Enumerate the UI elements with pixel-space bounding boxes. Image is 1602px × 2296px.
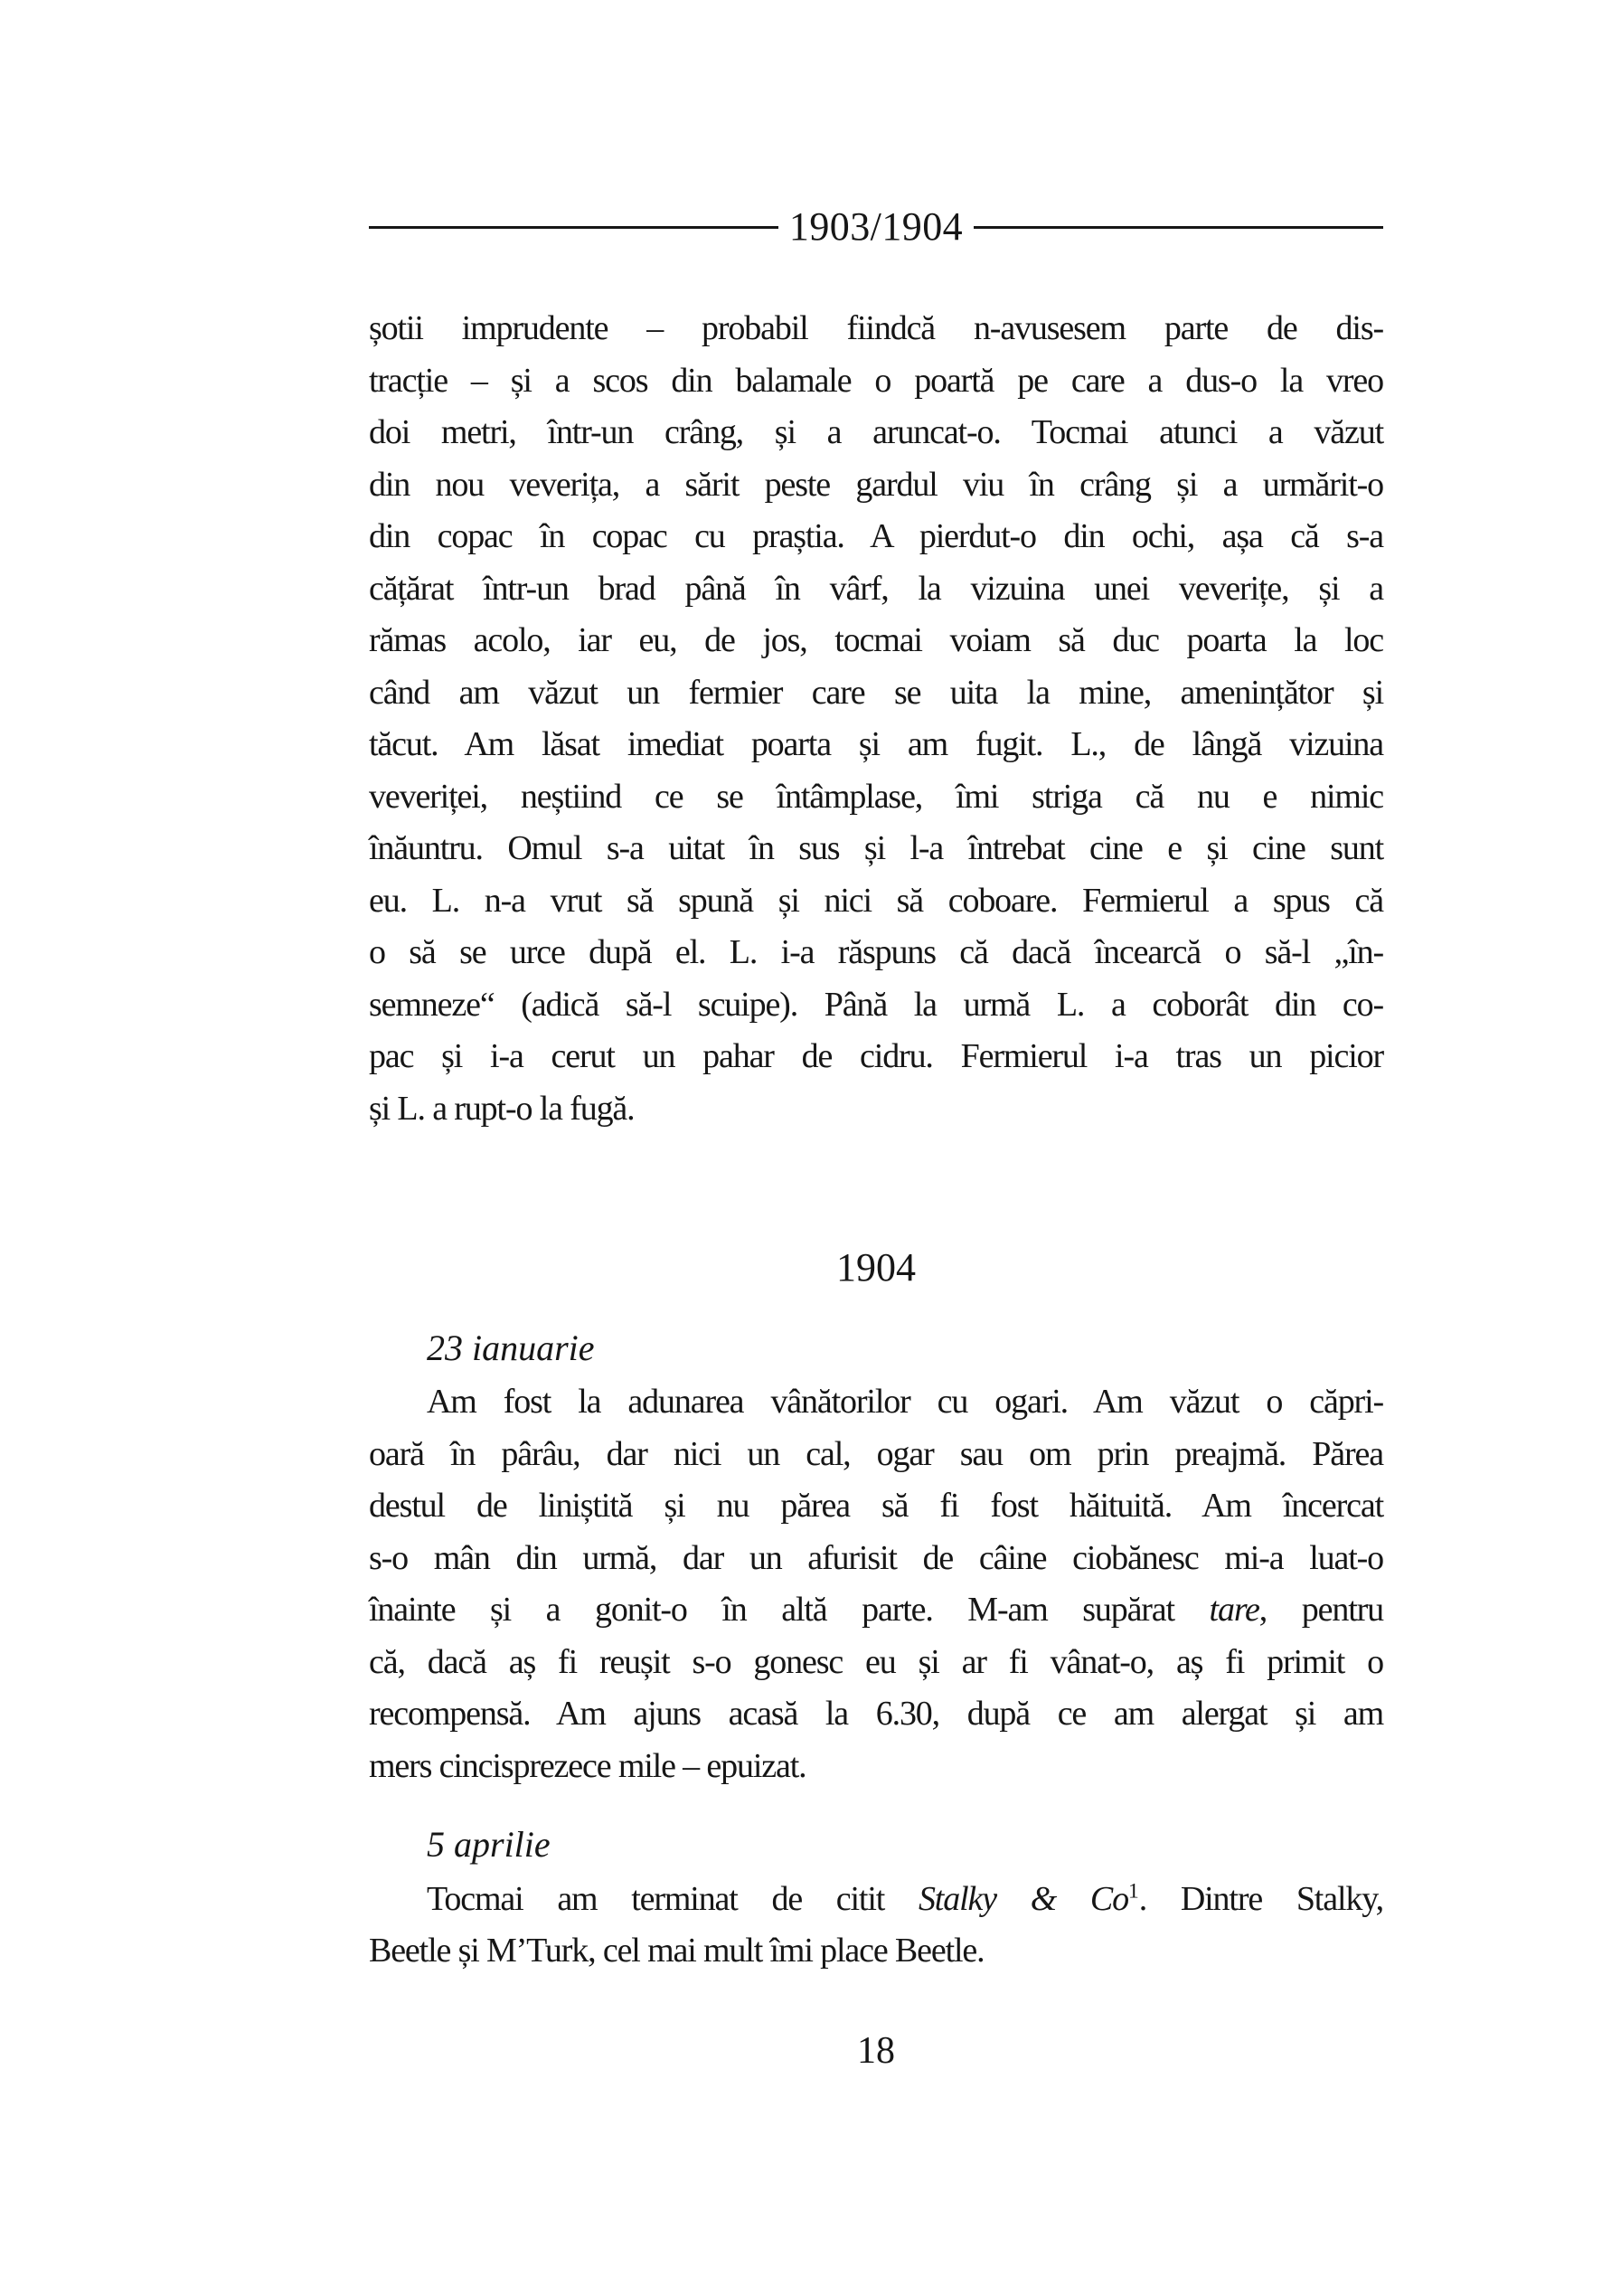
diary-paragraph-continuation [369, 303, 1383, 1135]
diary-entry-april-paragraph [369, 1874, 1383, 1978]
running-head-rule-left [369, 226, 778, 229]
text-line: când am văzut un fermier care se uita la mine, amenințător și [369, 673, 1383, 712]
entry-date-january: 23 ianuarie [427, 1327, 595, 1368]
text-line: din nou veverița, a sărit peste gardul viu în crâng și a urmărit-o [369, 465, 1383, 504]
text-line: tăcut. Am lăsat imediat poarta și am fugit. L., de lângă vizuina [369, 725, 1383, 763]
text-line: semneze“ (adică să-l scuipe). Până la urmă L. a coborât din co- [369, 985, 1383, 1024]
text-line: înainte și a gonit-o în altă parte. M-am supărat tare, pentru [369, 1591, 1383, 1629]
text-line: cățărat într-un brad până în vârf, la vizuina unei veverițe, și a [369, 569, 1383, 608]
text-line: Beetle și M’Turk, cel mai mult îmi place Beetle. [369, 1932, 985, 1970]
text-line: mers cincisprezece mile – epuizat. [369, 1746, 806, 1785]
text-line: pac și i-a cerut un pahar de cidru. Fermierul i-a tras un picior [369, 1037, 1383, 1075]
text-line: doi metri, într-un crâng, și a aruncat-o. Tocmai atunci a văzut [369, 413, 1383, 451]
text-line: rămas acolo, iar eu, de jos, tocmai voiam să duc poarta la loc [369, 621, 1383, 659]
text-line: Tocmai am terminat de citit Stalky & Co$^1$. Dintre Stalky, [427, 1878, 1383, 1918]
diary-entry-january-paragraph [369, 1376, 1383, 1792]
running-head-rule-right [974, 226, 1383, 229]
page-number: 18 [857, 2029, 895, 2072]
text-line: o să se urce după el. L. i-a răspuns că dacă încearcă o să-l „în- [369, 933, 1383, 971]
text-line: și L. a rupt-o la fugă. [369, 1089, 635, 1128]
text-block [369, 206, 1383, 2077]
running-head [369, 206, 1383, 248]
running-head-title: 1903/1904 [788, 204, 964, 249]
text-line: șotii imprudente – probabil fiindcă n-avusesem parte de dis- [369, 309, 1383, 347]
text-line: oară în pârâu, dar nici un cal, ogar sau om prin preajmă. Părea [369, 1434, 1383, 1473]
text-line: înăuntru. Omul s-a uitat în sus și l-a întrebat cine e și cine sunt [369, 829, 1383, 867]
year-heading: 1904 [836, 1245, 916, 1290]
text-line: recompensă. Am ajuns acasă la 6.30, după ce am alergat și am [369, 1695, 1383, 1733]
text-line: eu. L. n-a vrut să spună și nici să coboare. Fermierul a spus că [369, 881, 1383, 920]
text-line: tracție – și a scos din balamale o poartă pe care a dus-o la vreo [369, 361, 1383, 400]
text-line: din copac în copac cu praștia. A pierdut-o din ochi, așa că s-a [369, 517, 1383, 555]
text-line: că, dacă aș fi reușit s-o gonesc eu și ar fi vânat-o, aș fi primit o [369, 1642, 1383, 1681]
text-line: s-o mân din urmă, dar un afurisit de câine ciobănesc mi-a luat-o [369, 1538, 1383, 1577]
text-line: Am fost la adunarea vânătorilor cu ogari. Am văzut o căpri- [427, 1383, 1383, 1421]
text-line: destul de liniștită și nu părea să fi fost hăituită. Am încercat [369, 1487, 1383, 1525]
entry-date-april: 5 aprilie [427, 1824, 551, 1865]
text-line: veveriței, neștiind ce se întâmplase, îmi striga că nu e nimic [369, 777, 1383, 816]
